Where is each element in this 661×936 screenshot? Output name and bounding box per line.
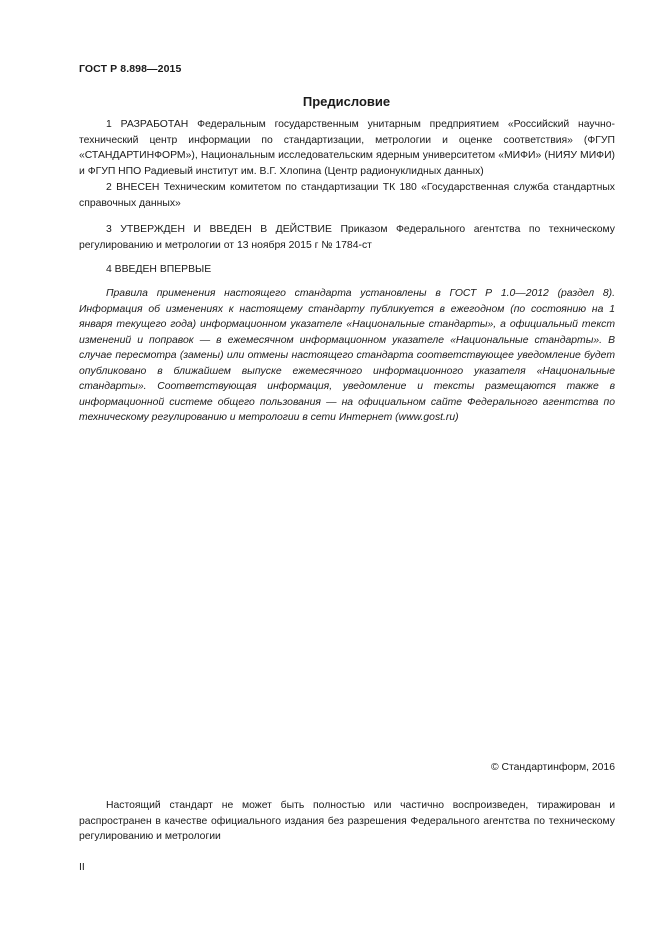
section-title: Предисловие — [302, 94, 391, 109]
paragraph-approved: 3 УТВЕРЖДЕН И ВВЕДЕН В ДЕЙСТВИЕ Приказом Федерального агентства по техническому регулированию и метрологии от 13 ноября 2015 г № 1784-ст — [79, 224, 615, 251]
paragraph-introduced-by: 2 ВНЕСЕН Техническим комитетом по стандартизации ТК 180 «Государственная служба стандартных справочных данных» — [79, 182, 615, 209]
rules-of-application-note: Правила применения настоящего стандарта установлены в ГОСТ Р 1.0—2012 (раздел 8). Информация об изменениях к настоящему стандарту публикуется в ежегодном (по состоянию на 1 января текущего года) информационном указателе «Национальные стандарты», а официальный текст изменений и поправок — в ежемесячном информационном указателе «Национальные стандарты». В случае пересмотра (замены) или отмены настоящего стандарта соответствующее уведомление будет опубликовано в ближайшем выпуске ежемесячного информационного указателя «Национальные стандарты». Соответствующая информация, уведомление и тексты размещаются также в информационной системе общего пользования — на официальном сайте Федерального агентства по техническому регулированию и метрологии в сети Интернет (www.gost.ru) — [79, 288, 615, 423]
reproduction-notice: Настоящий стандарт не может быть полностью или частично воспроизведен, тиражирован и распространен в качестве официального издания без разрешения Федерального агентства по техническому регулированию и метрологии — [79, 800, 615, 842]
paragraph-developed-by: 1 РАЗРАБОТАН Федеральным государственным унитарным предприятием «Российский научно-технический центр информации по стандартизации, метрологии и оценке соответствия» (ФГУП «СТАНДАРТИНФОРМ»), Национальным исследовательским ядерным университетом «МИФИ» (НИЯУ МИФИ) и ФГУП НПО Радиевый институт им. В.Г. Хлопина (Центр радионуклидных данных) — [79, 119, 615, 177]
copyright-line: © Стандартинформ, 2016 — [490, 762, 615, 773]
document-code-header: ГОСТ Р 8.898—2015 — [79, 63, 182, 75]
paragraph-first-introduced: 4 ВВЕДЕН ВПЕРВЫЕ — [106, 264, 212, 275]
page-number: II — [79, 862, 85, 873]
